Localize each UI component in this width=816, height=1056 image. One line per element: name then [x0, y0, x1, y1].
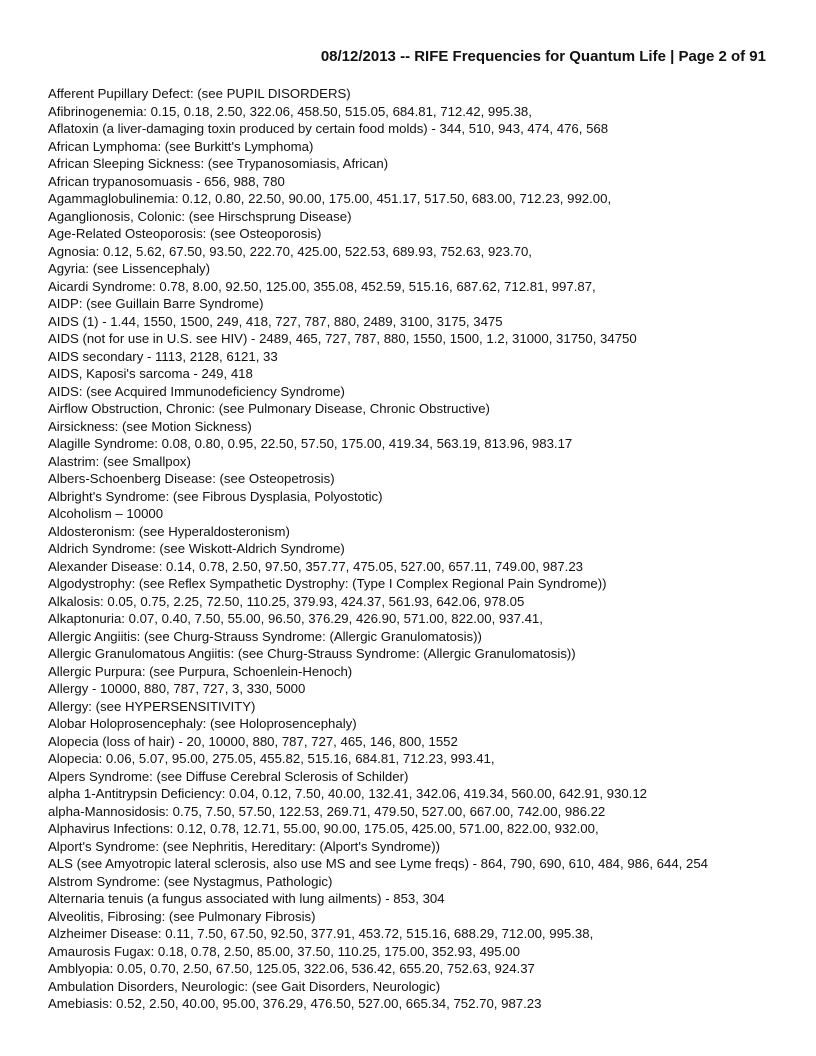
list-item: Albright's Syndrome: (see Fibrous Dysplasia, Polyostotic) [48, 488, 383, 504]
list-item: alpha 1-Antitrypsin Deficiency: 0.04, 0.12, 7.50, 40.00, 132.41, 342.06, 419.34, 560.00, 642.91, 930.12 [48, 786, 648, 801]
list-item: Agammaglobulinemia: 0.12, 0.80, 22.50, 90.00, 175.00, 451.17, 517.50, 683.00, 712.23, 992.00, [48, 191, 612, 206]
list-item: Ambulation Disorders, Neurologic: (see Gait Disorders, Neurologic) [48, 978, 441, 994]
list-item: Alveolitis, Fibrosing: (see Pulmonary Fibrosis) [48, 908, 316, 924]
list-item: Allergy - 10000, 880, 787, 727, 3, 330, 5000 [48, 681, 306, 696]
list-item: Allergy: (see HYPERSENSITIVITY) [48, 698, 256, 714]
list-item: Alpers Syndrome: (see Diffuse Cerebral Sclerosis of Schilder) [48, 768, 409, 784]
list-item: Age-Related Osteoporosis: (see Osteoporosis) [48, 226, 322, 241]
list-item: Amebiasis: 0.52, 2.50, 40.00, 95.00, 376.29, 476.50, 527.00, 665.34, 752.70, 987.23 [48, 996, 542, 1011]
list-item: AIDS: (see Acquired Immunodeficiency Syndrome) [48, 383, 345, 399]
list-item: AIDP: (see Guillain Barre Syndrome) [48, 296, 264, 311]
list-item: Alstrom Syndrome: (see Nystagmus, Pathologic) [48, 873, 333, 889]
list-item: Airflow Obstruction, Chronic: (see Pulmonary Disease, Chronic Obstructive) [48, 401, 490, 416]
list-item: Aldosteronism: (see Hyperaldosteronism) [48, 523, 290, 539]
list-item: alpha-Mannosidosis: 0.75, 7.50, 57.50, 122.53, 269.71, 479.50, 527.00, 667.00, 742.00, 986.22 [48, 803, 606, 819]
list-item: AIDS (not for use in U.S. see HIV) - 2489, 465, 727, 787, 880, 1550, 1500, 1.2, 31000, 31750, 34750 [48, 331, 637, 346]
list-item: Alternaria tenuis (a fungus associated with lung ailments) - 853, 304 [48, 891, 445, 906]
list-item: AIDS, Kaposi's sarcoma - 249, 418 [48, 366, 253, 381]
list-item: African trypanosomuasis - 656, 988, 780 [48, 173, 285, 189]
entry-list [48, 85, 768, 1013]
list-item: AIDS (1) - 1.44, 1550, 1500, 249, 418, 727, 787, 880, 2489, 3100, 3175, 3475 [48, 313, 503, 329]
list-item: African Lymphoma: (see Burkitt's Lymphoma) [48, 138, 314, 154]
list-item: Alexander Disease: 0.14, 0.78, 2.50, 97.50, 357.77, 475.05, 527.00, 657.11, 749.00, 987.23 [48, 558, 584, 574]
list-item: Aicardi Syndrome: 0.78, 8.00, 92.50, 125.00, 355.08, 452.59, 515.16, 687.62, 712.81, 997.87, [48, 278, 596, 294]
list-item: Alastrim: (see Smallpox) [48, 453, 191, 469]
list-item: Afferent Pupillary Defect: (see PUPIL DISORDERS) [48, 86, 351, 101]
list-item: Alagille Syndrome: 0.08, 0.80, 0.95, 22.50, 57.50, 175.00, 419.34, 563.19, 813.96, 983.17 [48, 436, 573, 451]
list-item: ALS (see Amyotropic lateral sclerosis, also use MS and see Lyme freqs) - 864, 790, 690, 610, 484, 986, 644, 254 [48, 856, 708, 871]
list-item: Agyria: (see Lissencephaly) [48, 261, 210, 276]
list-item: Alphavirus Infections: 0.12, 0.78, 12.71, 55.00, 90.00, 175.05, 425.00, 571.00, 822.00, 932.00, [48, 821, 599, 836]
list-item: Aldrich Syndrome: (see Wiskott-Aldrich Syndrome) [48, 541, 345, 556]
list-item: Albers-Schoenberg Disease: (see Osteopetrosis) [48, 471, 335, 486]
list-item: Airsickness: (see Motion Sickness) [48, 418, 252, 434]
list-item: Alkalosis: 0.05, 0.75, 2.25, 72.50, 110.25, 379.93, 424.37, 561.93, 642.06, 978.05 [48, 593, 525, 609]
list-item: Agnosia: 0.12, 5.62, 67.50, 93.50, 222.70, 425.00, 522.53, 689.93, 752.63, 923.70, [48, 243, 532, 259]
list-item: Algodystrophy: (see Reflex Sympathetic Dystrophy: (Type I Complex Regional Pain Syndrome)) [48, 576, 607, 591]
list-item: Alkaptonuria: 0.07, 0.40, 7.50, 55.00, 96.50, 376.29, 426.90, 571.00, 822.00, 937.41, [48, 611, 543, 626]
list-item: Alobar Holoprosencephaly: (see Holoprosencephaly) [48, 716, 357, 731]
list-item: Alport's Syndrome: (see Nephritis, Hereditary: (Alport's Syndrome)) [48, 838, 440, 854]
list-item: Alopecia (loss of hair) - 20, 10000, 880, 787, 727, 465, 146, 800, 1552 [48, 733, 458, 749]
list-item: Allergic Purpura: (see Purpura, Schoenlein-Henoch) [48, 663, 353, 679]
list-item: Alopecia: 0.06, 5.07, 95.00, 275.05, 455.82, 515.16, 684.81, 712.23, 993.41, [48, 751, 495, 766]
list-item: Allergic Angiitis: (see Churg-Strauss Syndrome: (Allergic Granulomatosis)) [48, 628, 482, 644]
list-item: Aflatoxin (a liver-damaging toxin produced by certain food molds) - 344, 510, 943, 474, 476, 568 [48, 121, 609, 136]
list-item: Alzheimer Disease: 0.11, 7.50, 67.50, 92.50, 377.91, 453.72, 515.16, 688.29, 712.00, 995.38, [48, 926, 594, 941]
list-item: Alcoholism – 10000 [48, 506, 164, 521]
page-header: 08/12/2013 -- RIFE Frequencies for Quantum Life | Page 2 of 91 [320, 48, 766, 65]
list-item: African Sleeping Sickness: (see Trypanosomiasis, African) [48, 156, 389, 171]
list-item: Amblyopia: 0.05, 0.70, 2.50, 67.50, 125.05, 322.06, 536.42, 655.20, 752.63, 924.37 [48, 961, 535, 976]
list-item: Amaurosis Fugax: 0.18, 0.78, 2.50, 85.00, 37.50, 110.25, 175.00, 352.93, 495.00 [48, 943, 520, 959]
list-item: Aganglionosis, Colonic: (see Hirschsprung Disease) [48, 208, 352, 224]
list-item: Allergic Granulomatous Angiitis: (see Churg-Strauss Syndrome: (Allergic Granulomatosis)) [48, 646, 576, 661]
list-item: AIDS secondary - 1113, 2128, 6121, 33 [48, 348, 278, 364]
list-item: Afibrinogenemia: 0.15, 0.18, 2.50, 322.06, 458.50, 515.05, 684.81, 712.42, 995.38, [48, 103, 532, 119]
